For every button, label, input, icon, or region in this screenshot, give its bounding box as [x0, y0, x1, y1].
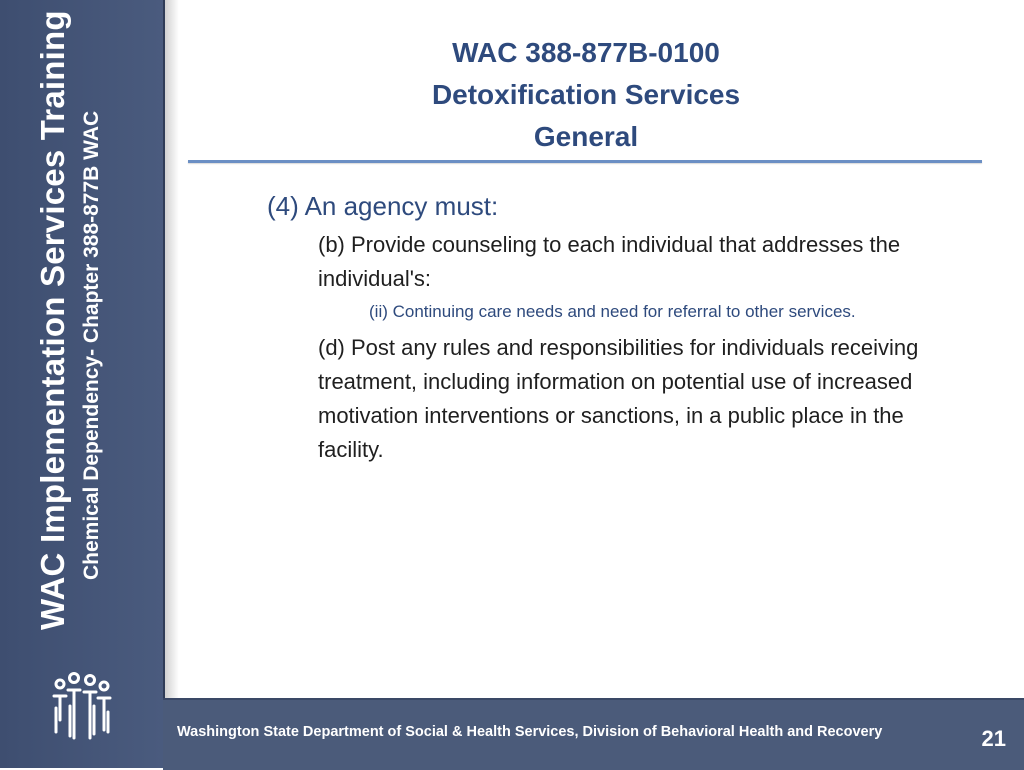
sidebar	[0, 0, 165, 768]
vertical-title	[30, 10, 103, 630]
sidebar-shadow	[165, 0, 179, 698]
title-divider	[188, 160, 982, 163]
bullet-4: (4) An agency must:	[267, 191, 499, 221]
footer-bar	[163, 698, 1024, 770]
bullet-d: (d) Post any rules and responsibilities for individuals receiving treatment, including information on potential use of increased motivation interventions or sanctions, in a public place in the facility.	[318, 335, 919, 462]
page-number: 21	[981, 726, 1006, 751]
slide-body	[267, 186, 977, 467]
sidebar-title: WAC Implementation Services Training	[34, 10, 71, 630]
title-line-1: WAC 388-877B-0100	[452, 37, 720, 68]
title-line-2: Detoxification Services	[431, 79, 741, 110]
sidebar-subtitle: Chemical Dependency- Chapter 388-877B WAC	[80, 110, 103, 580]
dshs-people-logo-icon	[50, 672, 114, 744]
bullet-ii: (ii) Continuing care needs and need for referral to other services.	[369, 302, 856, 321]
bullet-b: (b) Provide counseling to each individual that addresses the individual's:	[318, 232, 901, 291]
title-line-3: General	[533, 121, 639, 152]
footer-text: Washington State Department of Social & Health Services, Division of Behavioral Health and Recovery	[177, 724, 883, 740]
slide-title	[190, 32, 982, 158]
